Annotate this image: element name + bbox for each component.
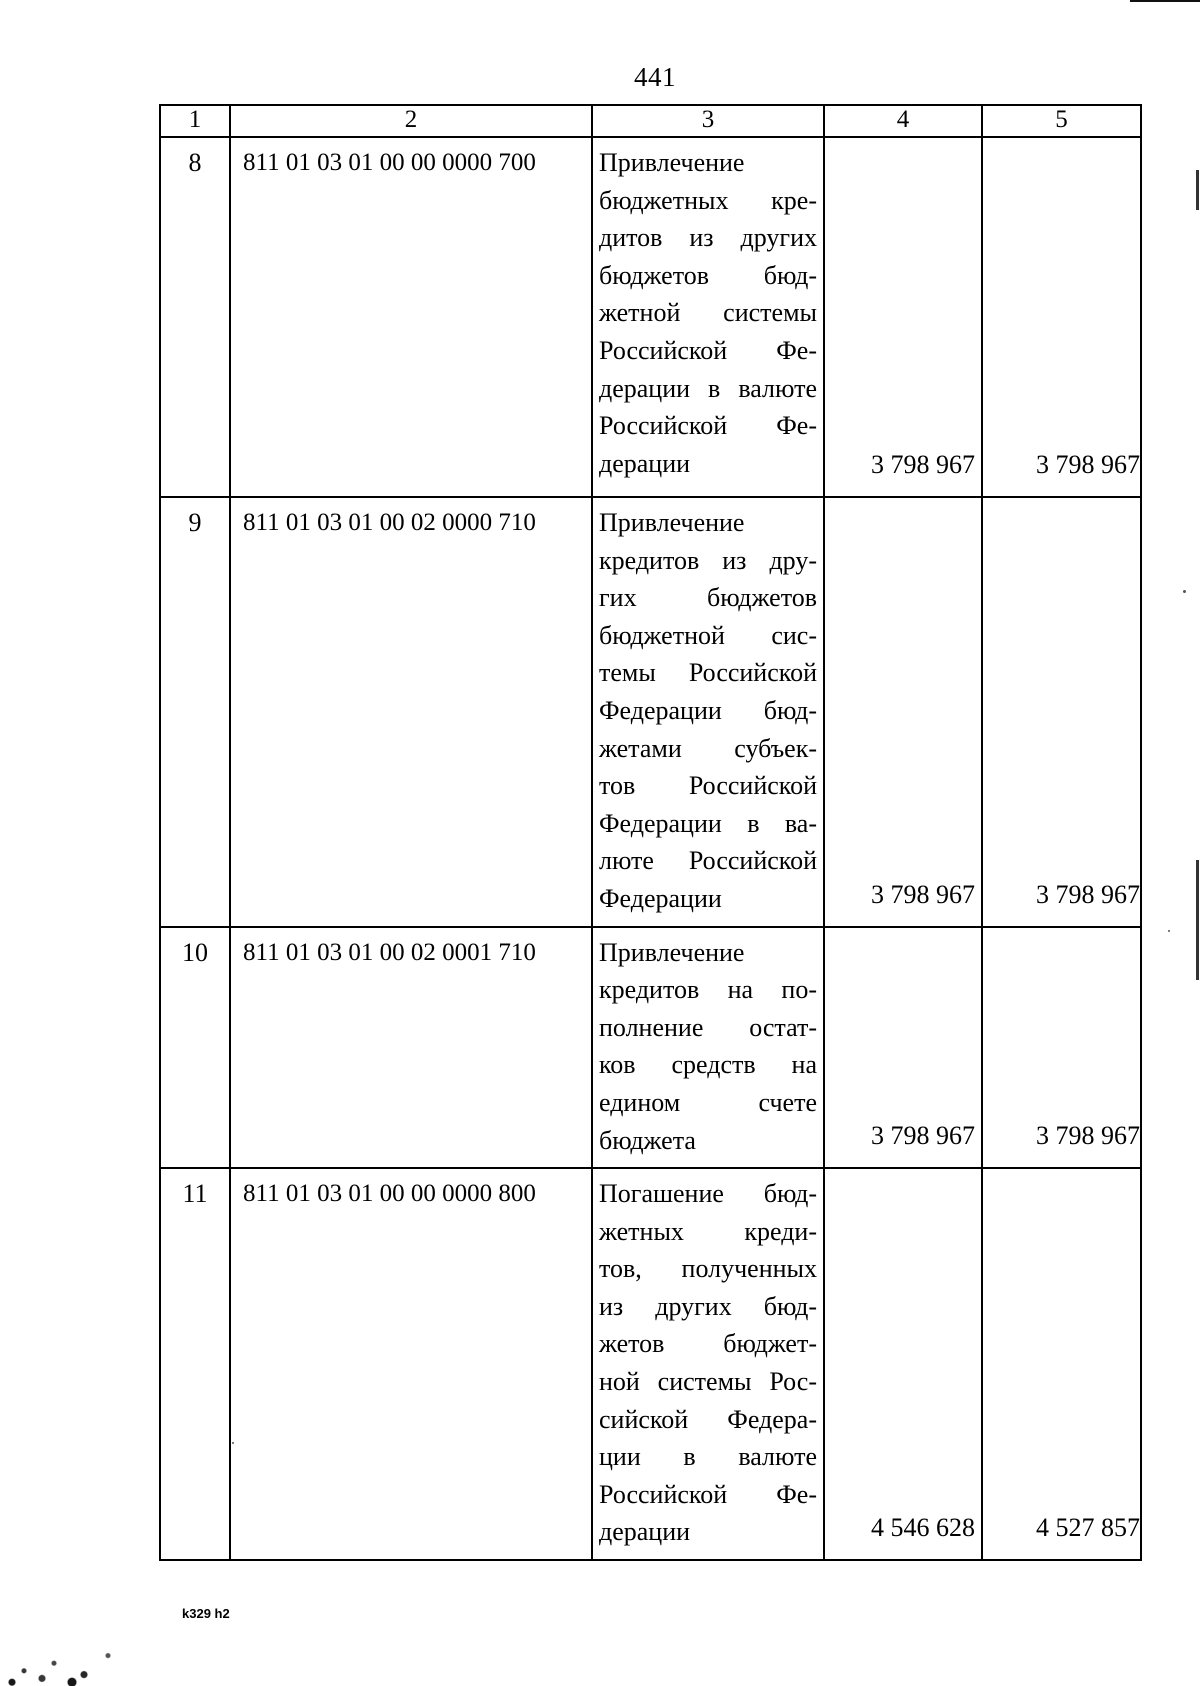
description-line: полнение остат- <box>599 1012 817 1042</box>
scan-corner-noise <box>0 1610 120 1686</box>
budget-classification-code: 811 01 03 01 00 02 0000 710 <box>230 497 592 927</box>
description-line: дерации <box>599 448 691 478</box>
row-number: 9 <box>160 497 230 927</box>
description-line: жетных креди- <box>599 1216 817 1246</box>
header-col-1: 1 <box>160 105 230 137</box>
description-line: дерации <box>599 1517 691 1547</box>
row-description <box>592 497 824 927</box>
amount-col-4: 3 798 967 <box>824 927 982 1169</box>
description-line: бюджетной сис- <box>599 620 817 650</box>
description-line: из других бюд- <box>599 1291 817 1321</box>
description-line: дитов из других <box>599 223 817 253</box>
amount-col-5: 4 527 857 <box>982 1168 1141 1560</box>
scan-speck <box>1168 930 1170 932</box>
description-line: Российской Фе- <box>599 1479 817 1509</box>
header-col-5: 5 <box>982 105 1141 137</box>
page-number: 441 <box>634 62 676 92</box>
amount-col-5: 3 798 967 <box>982 497 1141 927</box>
description-line: Федерации бюд- <box>599 695 817 725</box>
amount-col-4: 3 798 967 <box>824 497 982 927</box>
description-line: Привлечение <box>599 937 745 967</box>
table-row <box>160 137 1141 497</box>
description-line: кредитов на по- <box>599 975 817 1005</box>
scan-margin-mark <box>1196 170 1199 210</box>
description-line: жетов бюджет- <box>599 1329 817 1359</box>
row-number: 10 <box>160 927 230 1169</box>
description-line: жетной системы <box>599 298 817 328</box>
description-line: сийской Федера- <box>599 1404 817 1434</box>
footer-document-code: k329 h2 <box>182 1606 230 1621</box>
description-line: дерации в валюте <box>599 373 817 403</box>
description-line: Погашение бюд- <box>599 1179 817 1209</box>
scan-margin-mark <box>1196 860 1199 980</box>
table-row <box>160 927 1141 1169</box>
scan-speck <box>1183 590 1186 593</box>
description-line: бюджетных кре- <box>599 185 817 215</box>
description-line: Российской Фе- <box>599 335 817 365</box>
description-line: бюджета <box>599 1125 696 1155</box>
row-description <box>592 137 824 497</box>
description-line: люте Российской <box>599 846 817 876</box>
header-col-2: 2 <box>230 105 592 137</box>
row-number: 11 <box>160 1168 230 1560</box>
amount-col-4: 3 798 967 <box>824 137 982 497</box>
description-line: тов Российской <box>599 771 817 801</box>
table-header-row <box>160 105 1141 137</box>
description-line: жетами субъек- <box>599 733 817 763</box>
description-line: бюджетов бюд- <box>599 260 817 290</box>
table-row <box>160 497 1141 927</box>
description-line: тов, полученных <box>599 1254 817 1284</box>
description-line: ной системы Рос- <box>599 1367 817 1397</box>
description-line: Федерации <box>599 883 722 913</box>
row-description <box>592 1168 824 1560</box>
header-col-3: 3 <box>592 105 824 137</box>
description-line: Привлечение <box>599 148 745 177</box>
description-line: ков средств на <box>599 1050 817 1080</box>
scan-edge-line <box>1130 0 1200 2</box>
header-col-4: 4 <box>824 105 982 137</box>
budget-table <box>159 104 1142 1561</box>
description-line: едином счете <box>599 1087 817 1117</box>
budget-classification-code: 811 01 03 01 00 00 0000 700 <box>230 137 592 497</box>
description-line: гих бюджетов <box>599 583 817 613</box>
description-line: Российской Фе- <box>599 411 817 441</box>
description-line: Федерации в ва- <box>599 808 817 838</box>
amount-col-5: 3 798 967 <box>982 927 1141 1169</box>
budget-classification-code: 811 01 03 01 00 02 0001 710 <box>230 927 592 1169</box>
row-description <box>592 927 824 1169</box>
table-row <box>160 1168 1141 1560</box>
description-line: ции в валюте <box>599 1442 817 1472</box>
description-line: темы Российской <box>599 658 817 688</box>
amount-col-4: 4 546 628 <box>824 1168 982 1560</box>
description-line: Привлечение <box>599 508 745 537</box>
amount-col-5: 3 798 967 <box>982 137 1141 497</box>
row-number: 8 <box>160 137 230 497</box>
budget-classification-code: 811 01 03 01 00 00 0000 800 <box>230 1168 592 1560</box>
description-line: кредитов из дру- <box>599 545 817 575</box>
